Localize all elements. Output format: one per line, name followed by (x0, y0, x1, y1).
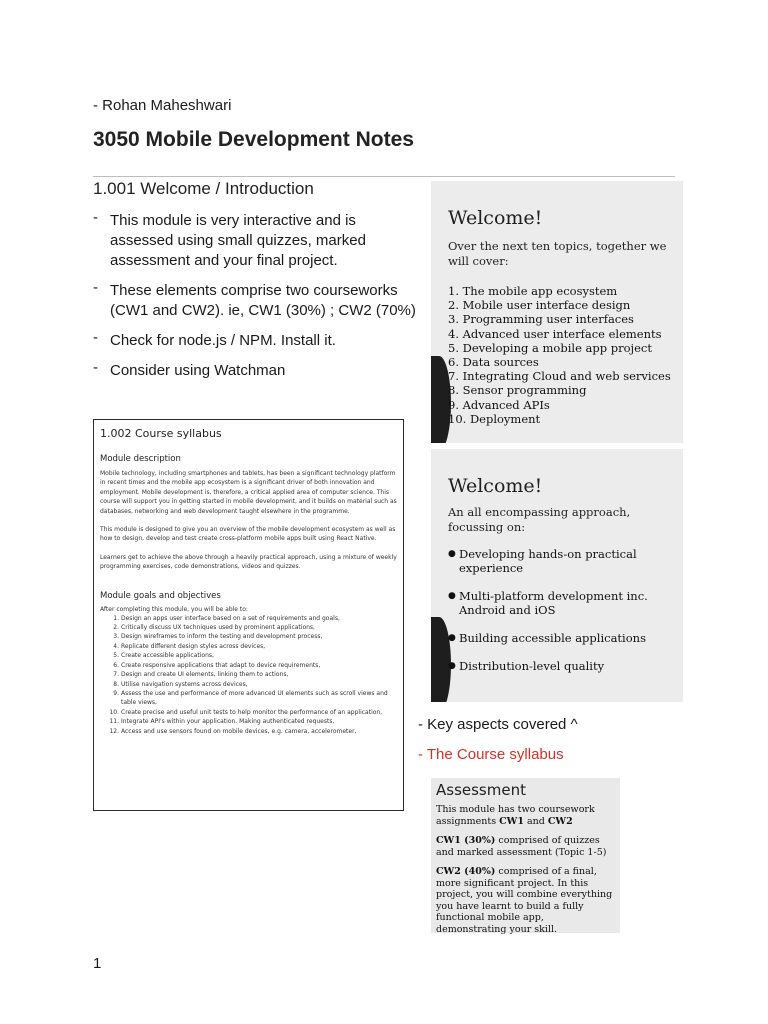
slide-heading: Welcome! (448, 207, 543, 229)
approach-item: ● Building accessible applications (448, 631, 676, 645)
course-syllabus-note: - The Course syllabus (418, 746, 564, 763)
author-line: - Rohan Maheshwari (93, 97, 232, 114)
syllabus-box (93, 419, 404, 811)
goal-item: 8. Utilise navigation systems across devices, (113, 680, 248, 688)
description-paragraph: Mobile technology, including smartphones and tablets, has been a significant technology platform in recent times and the mobile app ecosystem is a significant driver of both innovation and employment. Mobile development is, therefore, a critical applied area of computer science. This course will support you in getting started in mobile development, and it builds on material such as databases, networking and web development taught elsewhere in the programme. (100, 470, 397, 515)
topic-item: 4. Advanced user interface elements (448, 326, 662, 341)
bullet-item: - Check for node.js / NPM. Install it. (93, 331, 423, 351)
assessment-slide (431, 778, 620, 933)
bullet-item: - These elements comprise two courseworks (CW1 and CW2). ie, CW1 (30%) ; CW2 (70%) (93, 281, 423, 321)
slide-intro: Over the next ten topics, together we will cover: (448, 239, 667, 268)
topic-item: 7. Integrating Cloud and web services (448, 369, 671, 384)
slide-intro: An all encompassing approach, focussing on: (448, 505, 631, 534)
assessment-cw1: CW1 (30%) comprised of quizzes and marked assessment (Topic 1-5) (436, 835, 607, 858)
topic-item: 3. Programming user interfaces (448, 312, 634, 327)
slide-heading: Welcome! (448, 475, 543, 497)
assessment-intro: This module has two coursework assignments CW1 and CW2 (436, 804, 595, 827)
goal-item: 9. Assess the use and performance of more advanced UI elements such as scroll views and table views, (113, 689, 388, 707)
bullet-item: - Consider using Watchman (93, 361, 423, 381)
goal-item: 3. Design wireframes to inform the testing and development process, (113, 633, 323, 641)
topic-item: 10. Deployment (448, 411, 541, 426)
approach-item: ● Developing hands-on practical experience (448, 547, 676, 575)
topic-item: 8. Sensor programming (448, 383, 587, 398)
assessment-cw2: CW2 (40%) comprised of a final, more significant project. In this project, you will combine everything you have learnt to build a fully functional mobile app, demonstrating your skill. (436, 866, 613, 935)
approach-list (448, 547, 676, 687)
module-description-heading: Module description (100, 454, 181, 464)
description-paragraph: This module is designed to give you an overview of the mobile development ecosystem as well as how to design, develop and test create cross-platform mobile apps built using React Native. (100, 526, 396, 543)
goal-item: 11. Integrate API's within your application. Making authenticated requests, (109, 718, 335, 726)
goals-list (100, 614, 397, 736)
topic-item: 5. Developing a mobile app project (448, 340, 652, 355)
topic-item: 6. Data sources (448, 355, 539, 370)
bullet-item: - This module is very interactive and is assessed using small quizzes, marked assessment and your final project. (93, 211, 423, 271)
goal-item: 1. Design an apps user interface based on a set of requirements and goals, (113, 614, 340, 622)
intro-bullet-list (93, 211, 423, 391)
welcome-slide-approach (431, 449, 683, 702)
topics-list (448, 284, 671, 426)
description-paragraph: Learners get to achieve the above through a heavily practical approach, using a mixture of weekly programming exercises, code demonstrations, videos and quizzes. (100, 553, 397, 571)
assessment-heading: Assessment (436, 781, 526, 799)
approach-item: ● Multi-platform development inc. Android and iOS (448, 589, 676, 617)
goal-item: 5. Create accessible applications, (113, 652, 214, 660)
page-title: 3050 Mobile Development Notes (93, 128, 414, 151)
goals-heading: Module goals and objectives (100, 590, 221, 601)
divider (93, 176, 675, 177)
goal-item: 10. Create precise and useful unit tests to help monitor the performance of an application, (109, 708, 383, 716)
topic-item: 9. Advanced APIs (448, 397, 550, 412)
key-aspects-note: - Key aspects covered ^ (418, 716, 578, 733)
goals-intro: After completing this module, you will be able to: (100, 605, 248, 613)
goal-item: 2. Critically discuss UX techniques used by prominent applications, (113, 624, 315, 632)
approach-item: ● Distribution-level quality (448, 659, 676, 673)
goal-item: 4. Replicate different design styles across devices, (113, 642, 266, 650)
welcome-slide-topics (431, 181, 683, 443)
goal-item: 12. Access and use sensors found on mobile devices, e.g. camera, accelerometer, (109, 727, 357, 735)
goal-item: 6. Create responsive applications that adapt to device requirements, (113, 661, 321, 669)
topic-item: 1. The mobile app ecosystem (448, 284, 618, 298)
syllabus-title: 1.002 Course syllabus (100, 427, 222, 440)
section-heading: 1.001 Welcome / Introduction (93, 179, 314, 198)
topic-item: 2. Mobile user interface design (448, 298, 631, 313)
page-number: 1 (93, 955, 102, 972)
goal-item: 7. Design and create UI elements, linking them to actions, (113, 671, 289, 679)
